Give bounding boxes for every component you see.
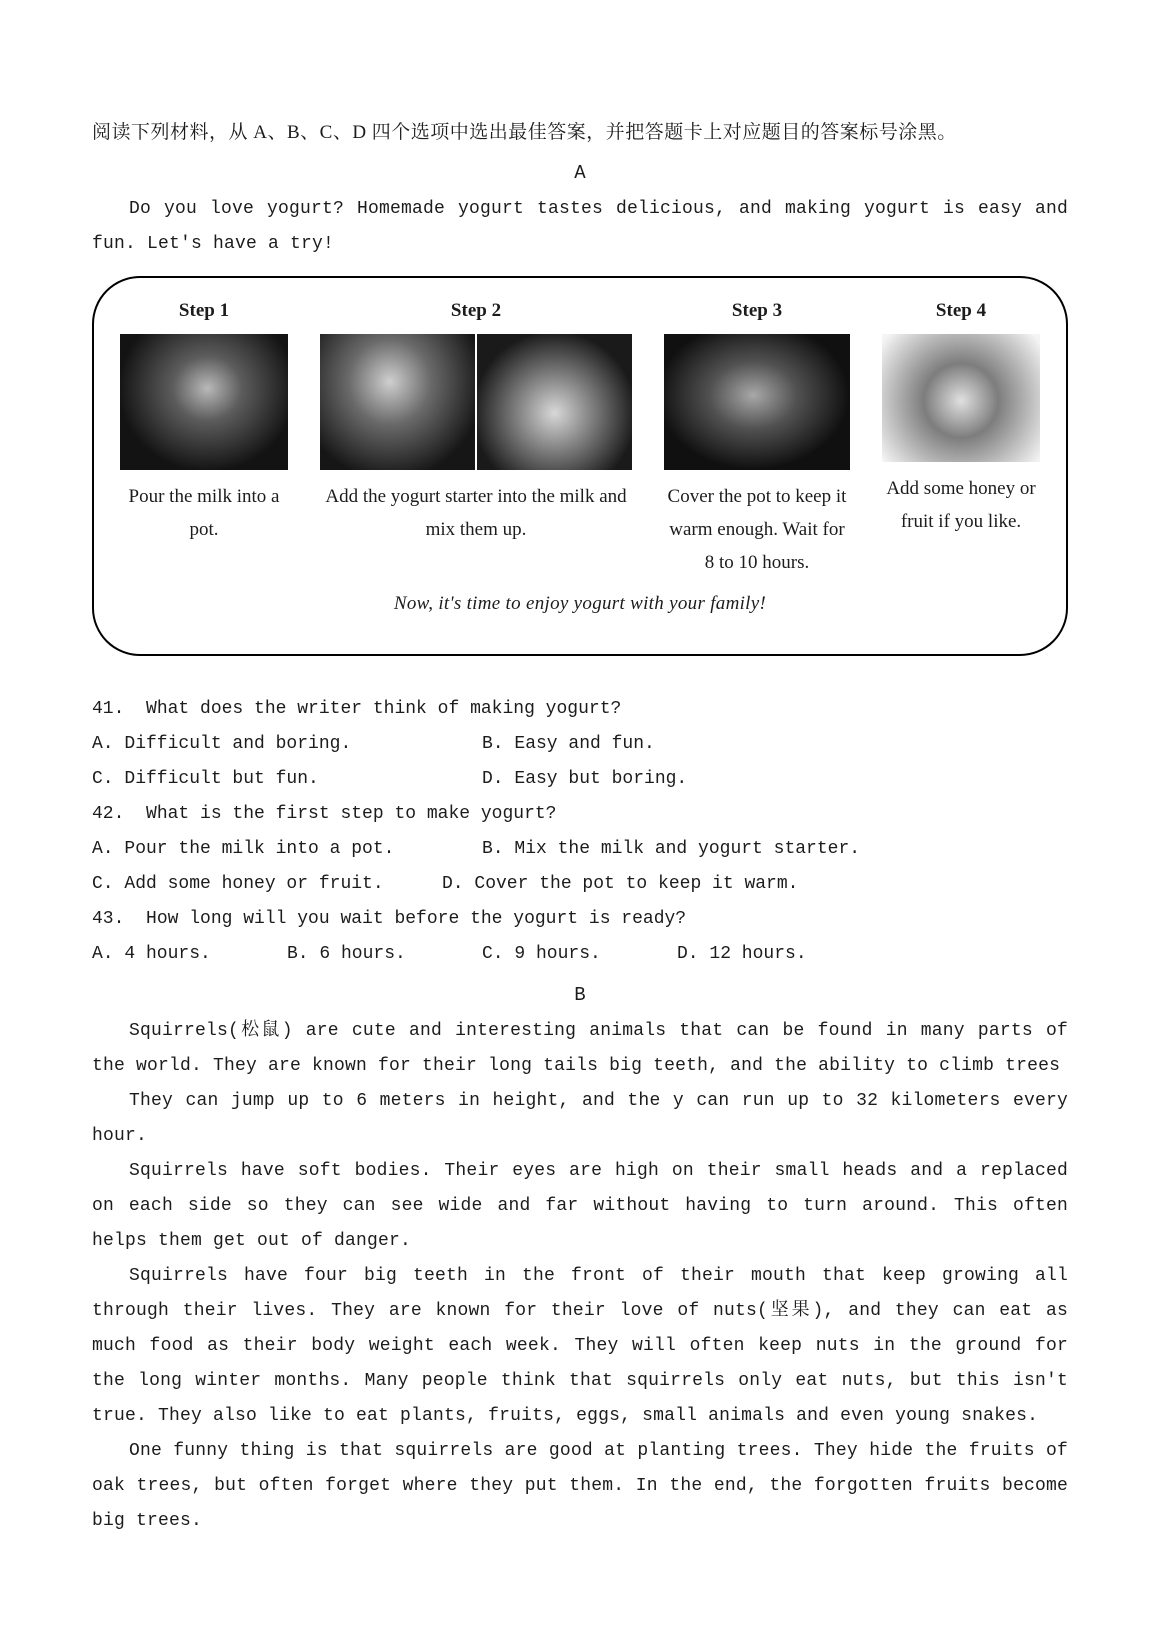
step-4-label: Step 4 [935, 300, 987, 321]
step-3-caption: Cover the pot to keep it warm enough. Wait for 8 to 10 hours. [667, 486, 847, 573]
question-41-text: What does the writer think of making yogurt? [146, 699, 622, 719]
question-42-number: 42. [92, 804, 125, 824]
squirrels-paragraph-4: Squirrels have four big teeth in the front of their mouth that keep growing all through their lives. They are known for their love of nuts(坚果), and they can eat as much food as their body weight each week. They will often keep nuts in the ground for the long winter months. Many people think that squirrels only eat nuts, but this isn't true. They also like to eat plants, fruits, eggs, small animals and even young snakes. [92, 1266, 1068, 1426]
question-42-options-row-2 [92, 867, 1068, 902]
step-2-column [320, 300, 632, 579]
option-41-d: D. Easy but boring. [482, 769, 688, 789]
question-41-options-row-2 [92, 762, 1068, 797]
cover-pot-photo [664, 334, 850, 470]
honey-fruit-bowl-photo [882, 334, 1040, 462]
option-41-a: A. Difficult and boring. [92, 734, 352, 754]
step-4-photo-strip [882, 334, 1040, 462]
section-a-label: A [574, 162, 586, 184]
question-41 [92, 692, 1068, 727]
squirrels-paragraph-3: Squirrels have soft bodies. Their eyes are high on their small heads and a replaced on each side so they can see wide and far without having to turn around. This often helps them get out of danger. [92, 1161, 1068, 1251]
option-43-c: C. 9 hours. [482, 944, 601, 964]
questions-block [92, 692, 1068, 972]
yogurt-steps-box [92, 276, 1068, 656]
yogurt-closing-line: Now, it's time to enjoy yogurt with your family! [393, 593, 767, 614]
question-41-options-row-1 [92, 727, 1068, 762]
option-42-a: A. Pour the milk into a pot. [92, 839, 395, 859]
step-1-label: Step 1 [178, 300, 230, 321]
question-43-number: 43. [92, 909, 125, 929]
pour-milk-photo [120, 334, 288, 470]
section-a-intro: Do you love yogurt? Homemade yogurt tastes delicious, and making yogurt is easy and fun. Let's have a try! [92, 199, 1068, 254]
step-1-photo-strip [120, 334, 288, 470]
squirrels-paragraph-5: One funny thing is that squirrels are good at planting trees. They hide the fruits of oak trees, but often forget where they put them. In the end, the forgotten fruits become big trees. [92, 1441, 1068, 1531]
question-42 [92, 797, 1068, 832]
question-43-text: How long will you wait before the yogurt is ready? [146, 909, 687, 929]
steps-row [120, 300, 1040, 579]
option-41-c: C. Difficult but fun. [92, 769, 319, 789]
question-42-text: What is the first step to make yogurt? [146, 804, 557, 824]
squirrels-paragraph-2: They can jump up to 6 meters in height, and the y can run up to 32 kilometers every hour. [92, 1091, 1068, 1146]
step-2-caption: Add the yogurt starter into the milk and mix them up. [325, 486, 627, 540]
question-43 [92, 902, 1068, 937]
step-3-label: Step 3 [731, 300, 783, 321]
yogurt-starter-packet-photo [320, 334, 475, 470]
option-42-d: D. Cover the pot to keep it warm. [442, 874, 799, 894]
option-42-b: B. Mix the milk and yogurt starter. [482, 839, 861, 859]
section-b-passage [92, 1014, 1068, 1539]
mix-milk-photo [477, 334, 632, 470]
instruction-text: 阅读下列材料，从 A、B、C、D 四个选项中选出最佳答案，并把答题卡上对应题目的答案标号涂黑。 [92, 122, 957, 143]
option-43-d: D. 12 hours. [677, 944, 807, 964]
squirrels-paragraph-1: Squirrels(松鼠) are cute and interesting animals that can be found in many parts of the world. They are known for their long tails big teeth, and the ability to climb trees [92, 1021, 1068, 1076]
step-2-photo-strip [320, 334, 632, 470]
question-41-number: 41. [92, 699, 125, 719]
step-2-label: Step 2 [450, 300, 502, 321]
question-42-options-row-1 [92, 832, 1068, 867]
step-1-caption: Pour the milk into a pot. [128, 486, 280, 540]
option-41-b: B. Easy and fun. [482, 734, 655, 754]
step-1-column [120, 300, 288, 579]
option-42-c: C. Add some honey or fruit. [92, 874, 384, 894]
step-4-column [882, 300, 1040, 579]
step-3-photo-strip [664, 334, 850, 470]
option-43-b: B. 6 hours. [287, 944, 406, 964]
option-43-a: A. 4 hours. [92, 944, 211, 964]
section-b-label: B [574, 984, 586, 1006]
question-43-options-row [92, 937, 1068, 972]
step-4-caption: Add some honey or fruit if you like. [886, 478, 1036, 532]
step-3-column [664, 300, 850, 579]
